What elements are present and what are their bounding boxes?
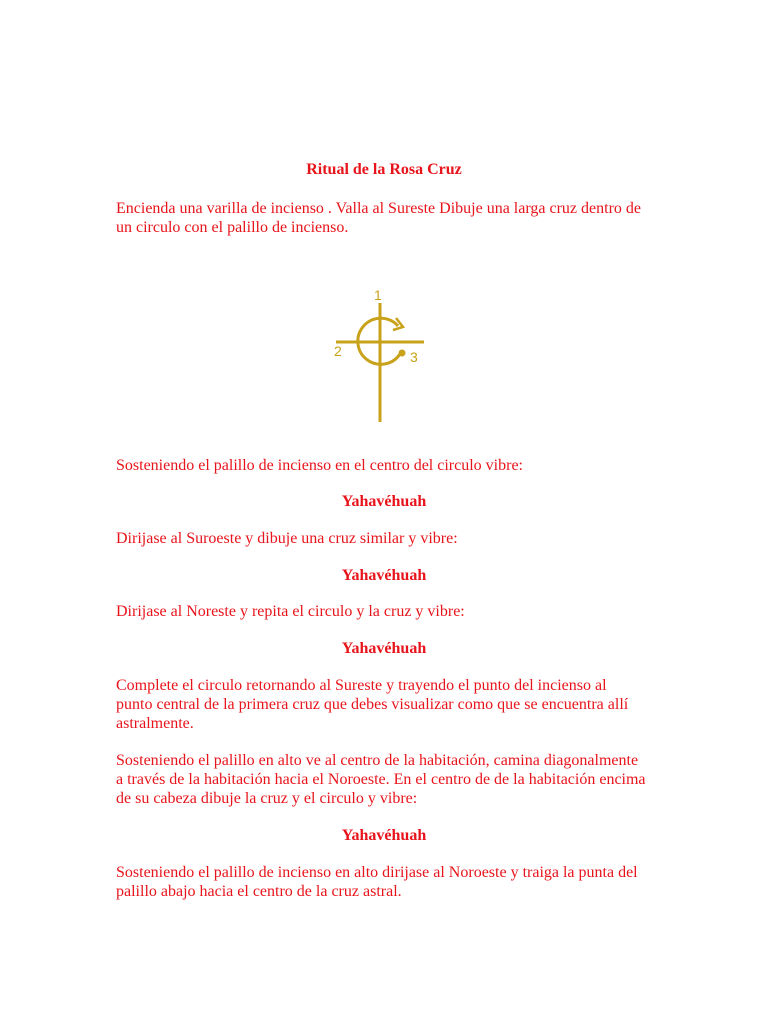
diagram-label-1: 1 — [374, 287, 382, 303]
chant-3: Yahavéhuah — [341, 640, 427, 657]
document-title: Ritual de la Rosa Cruz — [306, 161, 462, 178]
chant-1: Yahavéhuah — [341, 493, 427, 510]
paragraph-2: Sosteniendo el palillo de incienso en el centro del circulo vibre: — [116, 457, 523, 474]
diagram-label-3: 3 — [410, 349, 418, 365]
paragraph-3: Dirijase al Suroeste y dibuje una cruz similar y vibre: — [116, 530, 458, 547]
cross-circle-diagram — [320, 282, 440, 427]
paragraph-4: Dirijase al Noreste y repita el circulo y la cruz y vibre: — [116, 603, 465, 620]
end-dot-icon — [399, 350, 406, 357]
chant-4: Yahavéhuah — [341, 827, 427, 844]
chant-2: Yahavéhuah — [341, 567, 427, 584]
diagram-label-2: 2 — [334, 343, 342, 359]
paragraph-1: Encienda una varilla de incienso . Valla al Sureste Dibuje una larga cruz dentro de un circulo con el palillo de incienso. — [116, 200, 641, 236]
paragraph-7: Sosteniendo el palillo de incienso en alto dirijase al Noroeste y traiga la punta del palillo abajo hacia el centro de la cruz astral. — [116, 864, 638, 900]
cross-circle-icon — [320, 282, 440, 427]
paragraph-5: Complete el circulo retornando al Sureste y trayendo el punto del incienso al punto central de la primera cruz que debes visualizar como que se encuentra allí astralmente. — [116, 677, 629, 732]
paragraph-6: Sosteniendo el palillo en alto ve al centro de la habitación, camina diagonalmente a través de la habitación hacia el Noroeste. En el centro de de la habitación encima de su cabeza dibuje la cruz y el circulo y vibre: — [116, 752, 646, 807]
